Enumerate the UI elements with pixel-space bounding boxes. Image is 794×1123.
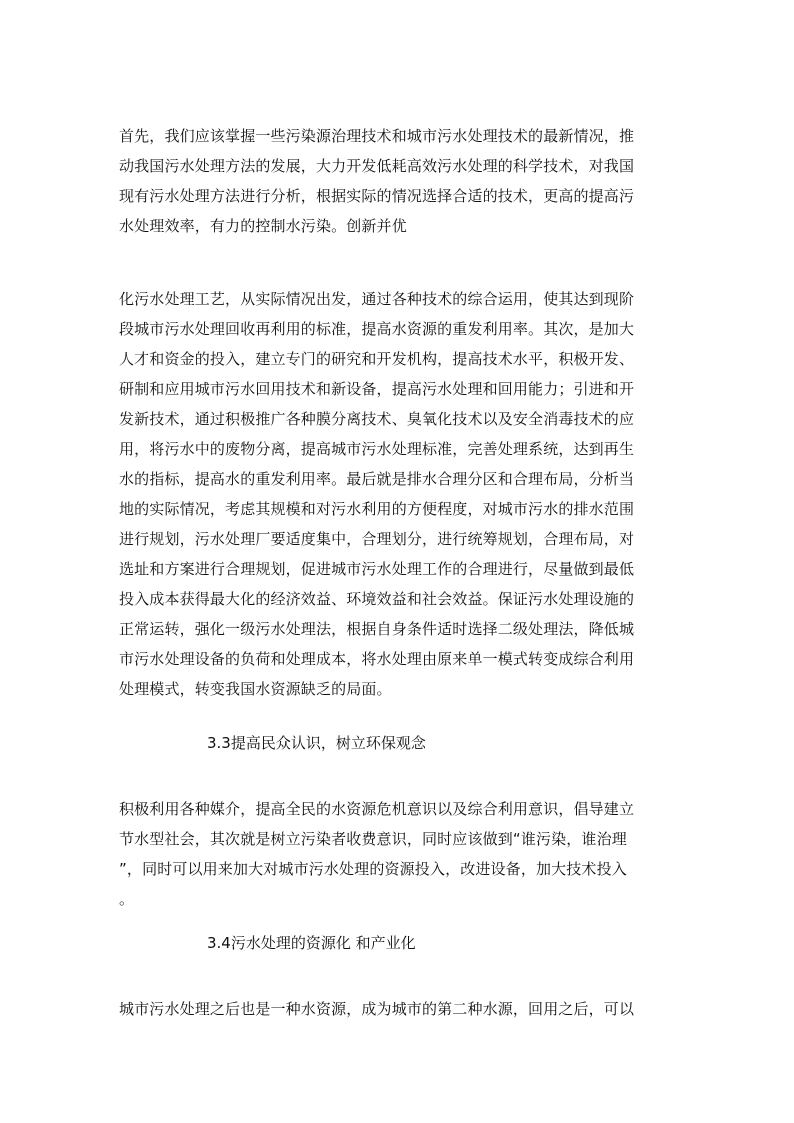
text-line: 积极利用各种媒介，提高全民的水资源危机意识以及综合利用意识，倡导建立 — [119, 800, 635, 818]
text-line: 现有污水处理方法进行分析，根据实际的情况选择合适的技术，更高的提高污 — [119, 187, 635, 205]
text-line: 人才和资金的投入，建立专门的研究和开发机构，提高技术水平，积极开发、 — [119, 350, 635, 368]
text-line: 地的实际情况，考虑其规模和对污水利用的方便程度，对城市污水的排水范围 — [119, 500, 635, 518]
text-line: 正常运转，强化一级污水处理法，根据自身条件适时选择二级处理法，降低城 — [119, 620, 635, 638]
text-line: 处理模式，转变我国水资源缺乏的局面。 — [119, 680, 392, 698]
text-line: 动我国污水处理方法的发展，大力开发低耗高效污水处理的科学技术，对我国 — [119, 157, 635, 175]
text-line: 水的指标，提高水的重发利用率。最后就是排水合理分区和合理布局，分析当 — [119, 470, 635, 488]
text-line: 市污水处理设备的负荷和处理成本，将水处理由原来单一模式转变成综合利用 — [119, 650, 635, 668]
section-heading-3-3: 3.3提高民众认识，树立环保观念 — [207, 734, 426, 752]
text-line: 水处理效率，有力的控制水污染。创新并优 — [119, 217, 407, 235]
section-heading-3-4: 3.4污水处理的资源化 和产业化 — [207, 934, 416, 952]
text-line: 段城市污水处理回收再利用的标准，提高水资源的重发利用率。其次，是加大 — [119, 320, 635, 338]
text-line: 节水型社会，其次就是树立污染者收费意识，同时应该做到“谁污染，谁治理 — [119, 830, 627, 848]
text-line: 首先，我们应该掌握一些污染源治理技术和城市污水处理技术的最新情况，推 — [119, 127, 635, 145]
text-line: 。 — [119, 890, 135, 908]
text-line: 进行规划，污水处理厂要适度集中，合理划分，进行统筹规划，合理布局，对 — [119, 530, 635, 548]
text-line: 选址和方案进行合理规划，促进城市污水处理工作的合理进行，尽量做到最低 — [119, 560, 635, 578]
text-line: ”，同时可以用来加大对城市污水处理的资源投入，改进设备，加大技术投入 — [119, 860, 627, 878]
text-line: 城市污水处理之后也是一种水资源，成为城市的第二种水源，回用之后，可以 — [119, 1000, 635, 1018]
text-line: 投入成本获得最大化的经济效益、环境效益和社会效益。保证污水处理设施的 — [119, 590, 635, 608]
text-line: 发新技术，通过积极推广各种膜分离技术、臭氧化技术以及安全消毒技术的应 — [119, 410, 635, 428]
text-line: 化污水处理工艺，从实际情况出发，通过各种技术的综合运用，使其达到现阶 — [119, 290, 635, 308]
text-line: 研制和应用城市污水回用技术和新设备，提高污水处理和回用能力；引进和开 — [119, 380, 635, 398]
text-line: 用，将污水中的废物分离，提高城市污水处理标准，完善处理系统，达到再生 — [119, 440, 635, 458]
